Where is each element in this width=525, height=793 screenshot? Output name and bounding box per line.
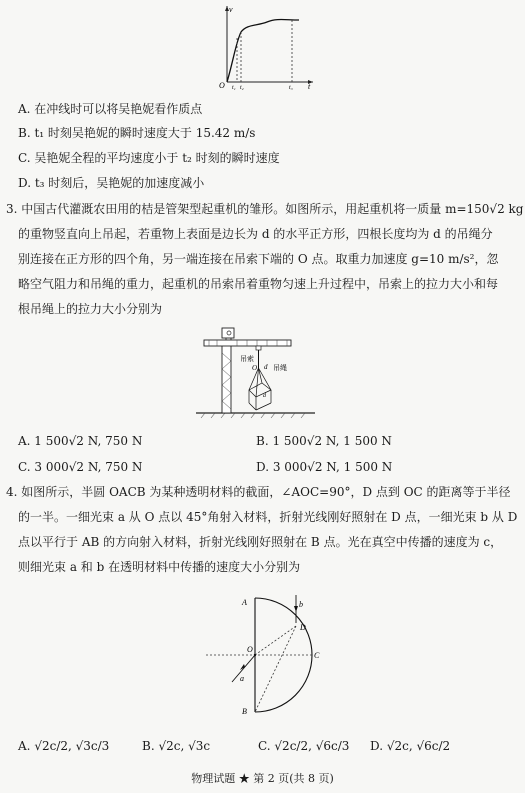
semicircle-figure bbox=[200, 590, 340, 720]
point-a-label: A bbox=[242, 598, 247, 607]
q4-option-a-letter: A. bbox=[18, 739, 31, 753]
q3-option-d: D. 3 000√2 N, 1 500 N bbox=[256, 460, 393, 474]
point-o-label-q4: O bbox=[247, 645, 253, 654]
point-c-label: C bbox=[314, 651, 320, 660]
page-footer: 物理试题 ★ 第 2 页(共 8 页) bbox=[191, 772, 334, 785]
q3-line-1: 3. 中国古代灌溉农田用的桔是管架型起重机的雏形。如图所示，用起重机将一质量 m=150√2 kg bbox=[6, 202, 524, 216]
beam-b-label: b bbox=[299, 600, 303, 609]
q3-line-5: 根吊绳上的拉力大小分别为 bbox=[18, 302, 163, 316]
point-d-label: D bbox=[300, 623, 306, 632]
q4-option-d-letter: D. bbox=[370, 739, 384, 753]
v-axis-label: v bbox=[229, 5, 233, 14]
q4-line-4: 则细光束 a 和 b 在透明材料中传播的速度大小分别为 bbox=[18, 560, 301, 574]
rope-label: 吊绳 bbox=[273, 364, 287, 372]
tick-t1: t₁ bbox=[232, 85, 236, 90]
q4-option-d bbox=[370, 738, 450, 754]
crane-figure bbox=[193, 323, 318, 420]
q3-option-a: A. 1 500√2 N, 750 N bbox=[18, 434, 143, 448]
q4-option-b-text: √2c, √3c bbox=[158, 739, 211, 753]
t-axis-label: t bbox=[308, 82, 311, 90]
q4-line-3: 点以平行于 AB 的方向射入材料，折射光线刚好照射在 B 点。光在真空中传播的速度为 c， bbox=[18, 535, 503, 549]
velocity-time-graph bbox=[205, 2, 315, 90]
q3-line-2: 的重物竖直向上吊起，若重物上表面是边长为 d 的水平正方形，四根长度均为 d 的吊绳分 bbox=[18, 227, 493, 241]
tick-t2: t₂ bbox=[240, 85, 244, 90]
q2-option-d: D. t₃ 时刻后，吴艳妮的加速度减小 bbox=[18, 176, 205, 190]
q4-option-a-text: √2c/2, √3c/3 bbox=[34, 739, 110, 753]
beam-a-label: a bbox=[240, 674, 244, 683]
q3-line-3: 别连接在正方形的四个角，另一端连接在吊索下端的 O 点。取重力加速度 g=10 m/s²，忽 bbox=[18, 252, 499, 266]
q2-option-c: C. 吴艳妮全程的平均速度小于 t₂ 时刻的瞬时速度 bbox=[18, 151, 280, 165]
q4-option-c-letter: C. bbox=[258, 739, 271, 753]
q4-option-c-text: √2c/2, √6c/3 bbox=[274, 739, 350, 753]
q4-line-2: 的一半。一细光束 a 从 O 点以 45°角射入材料，折射光线刚好照射在 D 点，一细光束 b 从 D bbox=[18, 510, 518, 524]
q4-option-d-text: √2c, √6c/2 bbox=[386, 739, 451, 753]
q3-option-c: C. 3 000√2 N, 750 N bbox=[18, 460, 143, 474]
side-d-label-2: d bbox=[263, 393, 266, 399]
q3-line-4: 略空气阻力和吊绳的重力，起重机的吊索吊着重物匀速上升过程中，吊索上的拉力大小和每 bbox=[18, 277, 499, 291]
tick-t3: t₃ bbox=[289, 85, 293, 90]
origin-label: O bbox=[219, 81, 225, 90]
q4-line-1: 4. 如图所示，半圆 OACB 为某种透明材料的截面，∠AOC=90°，D 点到 OC 的距离等于半径 bbox=[6, 485, 511, 499]
q2-option-a: A. 在冲线时可以将吴艳妮看作质点 bbox=[18, 102, 203, 116]
point-o-label: O bbox=[252, 364, 258, 372]
side-d-label: d bbox=[264, 363, 268, 371]
q4-option-c bbox=[258, 738, 349, 754]
q4-option-b-letter: B. bbox=[142, 739, 155, 753]
q3-option-b: B. 1 500√2 N, 1 500 N bbox=[256, 434, 392, 448]
q2-option-b: B. t₁ 时刻吴艳妮的瞬时速度大于 15.42 m/s bbox=[18, 126, 256, 140]
cable-label: 吊索 bbox=[240, 355, 254, 363]
q4-option-a bbox=[18, 738, 109, 754]
q4-option-b bbox=[142, 738, 210, 754]
point-b-label: B bbox=[242, 707, 247, 716]
